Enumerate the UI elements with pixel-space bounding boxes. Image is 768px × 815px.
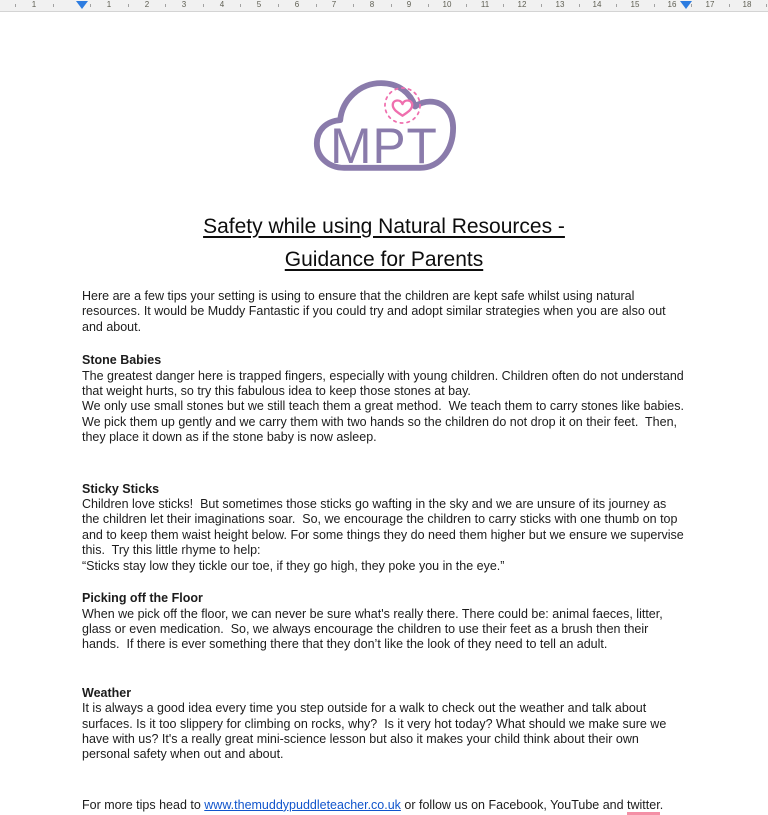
ruler-number: 12 [517,0,527,9]
ruler-tick [428,4,429,7]
ruler-number: 11 [480,0,490,9]
ruler-number: 16 [667,0,677,9]
mpt-logo [311,68,457,180]
section-sticky-sticks [82,482,686,574]
paragraph: “Sticks stay low they tickle our toe, if they go high, they poke you in the eye.” [82,558,505,573]
muddy-puddle-link[interactable]: www.themuddypuddleteacher.co.uk [204,797,401,812]
ruler-tick [391,4,392,7]
spellcheck-underlined-word: twitter [627,798,660,815]
ruler-tick [654,4,655,7]
left-indent-marker[interactable] [76,1,88,9]
footer-end: . [659,797,664,812]
ruler-tick [128,4,129,7]
ruler-number: 14 [592,0,602,9]
paragraph: We only use small stones but we still teach them a great method. We teach them to carry stones like babies. We pick them up gently and we carry them with two hands so the children do not drop it on their feet. Then, they place it down as if the stone baby is now asleep. [82,399,688,445]
ruler-tick [240,4,241,7]
ruler-tick [729,4,730,7]
ruler-number: 1 [106,0,112,9]
section-heading: Weather [82,685,132,700]
paragraph: It is always a good idea every time you step outside for a walk to check out the weather and talk about surfaces. Is it too slippery for climbing on rocks, why? Is it very hot today? What should we make sure we have with us? It's a really great mini-science lesson but also it makes your child think about their own personal safety when out and about. [82,701,670,762]
ruler-number: 2 [144,0,150,9]
ruler-number: 9 [406,0,412,9]
ruler-tick [503,4,504,7]
ruler-tick [90,4,91,7]
right-indent-marker[interactable] [680,1,692,9]
footer-line [82,798,686,813]
paragraph: Children love sticks! But sometimes those sticks go wafting in the sky and we are unsure of its journey as the children let their imaginations soar. So, we encourage the children to carry sticks with one thumb on top and to keep them waist height below. For some things they do need them higher but we ensure we supervise this. Try this little rhyme to help: [82,497,688,558]
section-stone-babies [82,353,686,445]
title-line-2: Guidance for Parents [284,248,484,271]
footer-middle: or follow us on Facebook, YouTube and [400,797,628,812]
ruler-tick [616,4,617,7]
ruler-tick [541,4,542,7]
page-title [82,210,686,276]
section-heading: Picking off the Floor [82,591,203,606]
ruler-number: 5 [256,0,262,9]
ruler-tick [579,4,580,7]
ruler-number: 1 [31,0,37,9]
ruler-tick [165,4,166,7]
ruler-number: 17 [705,0,715,9]
ruler-tick [53,4,54,7]
ruler-number: 8 [369,0,375,9]
paragraph: When we pick off the floor, we can never be sure what's really there. There could be: animal faeces, litter, glass or even medication. So, we always encourage the children to use their feet as a brush then their hands. If there is ever something there that they don’t like the look of they need to tell an adult. [82,606,667,652]
section-weather [82,686,686,763]
ruler-tick [278,4,279,7]
ruler-number: 6 [294,0,300,9]
footer-prefix: For more tips head to [82,797,205,812]
ruler[interactable] [0,0,768,12]
ruler-number: 15 [630,0,640,9]
section-picking-off-the-floor [82,591,686,653]
intro-paragraph: Here are a few tips your setting is using to ensure that the children are kept safe whilst using natural resources. It would be Muddy Fantastic if you could try and adopt similar strategies when you are also out and about. [82,289,670,334]
ruler-number: 18 [742,0,752,9]
section-heading: Stone Babies [82,353,162,368]
ruler-number: 7 [331,0,337,9]
ruler-number: 3 [181,0,187,9]
ruler-number: 13 [555,0,565,9]
paragraph: The greatest danger here is trapped fingers, especially with young children. Children often do not understand that weight hurts, so try this fabulous idea to keep those stones at bay. [82,368,688,399]
ruler-tick [316,4,317,7]
ruler-number: 10 [442,0,452,9]
ruler-tick [353,4,354,7]
ruler-tick [15,4,16,7]
document-page[interactable] [0,68,768,813]
title-line-1: Safety while using Natural Resources - [203,215,565,238]
sections-container [82,353,686,763]
ruler-tick [203,4,204,7]
ruler-number: 4 [219,0,225,9]
ruler-tick [466,4,467,7]
section-heading: Sticky Sticks [82,481,160,496]
logo-letters: MPT [330,117,438,174]
ruler-tick [766,4,767,7]
